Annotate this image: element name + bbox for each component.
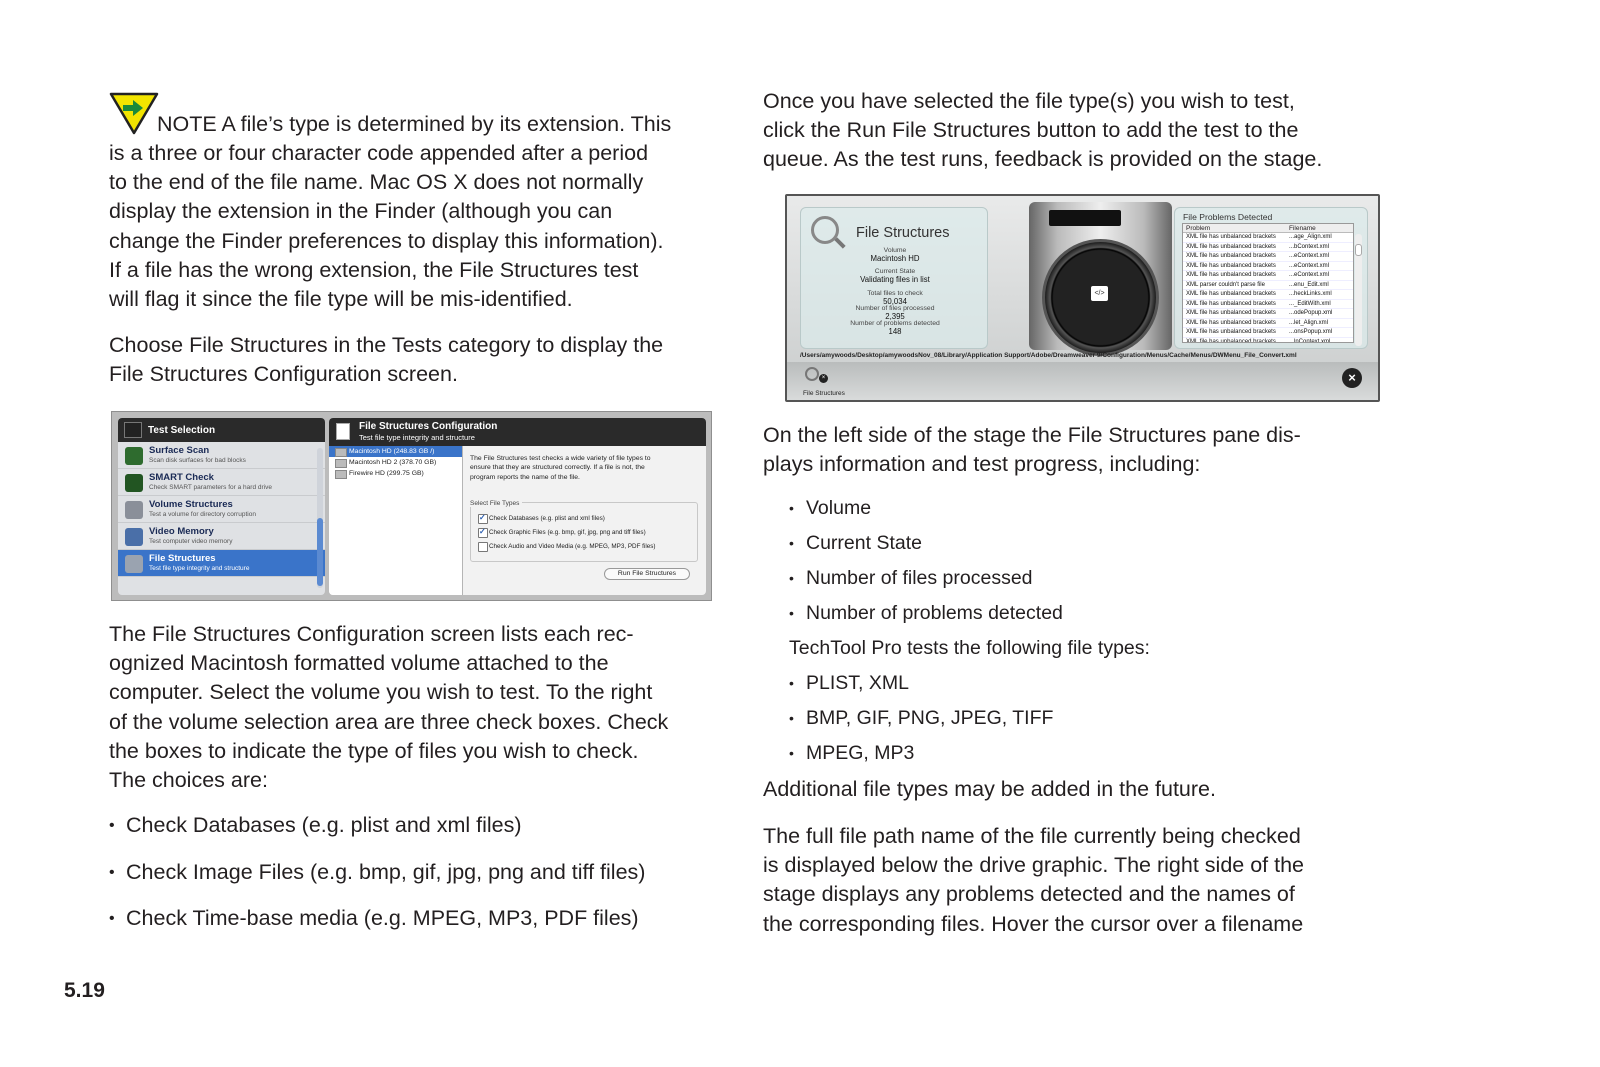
table-row[interactable] <box>1183 281 1353 291</box>
problem-cell: XML file has unbalanced brackets <box>1186 310 1276 316</box>
pulse-icon <box>124 422 142 438</box>
file-problems-pane <box>1174 207 1368 349</box>
config-title: File Structures Configuration <box>359 421 498 432</box>
drive-label-icon <box>1049 210 1121 226</box>
text-line: queue. As the test runs, feedback is provided on the stage. <box>763 147 1323 172</box>
test-name: Surface Scan <box>149 445 210 456</box>
hard-drive-graphic <box>1029 202 1172 350</box>
text-line: stage displays any problems detected and the names of <box>763 882 1295 907</box>
filename-cell[interactable]: ..._EditWith.xml <box>1289 300 1331 307</box>
text-line: File Structures Configuration screen. <box>109 362 458 387</box>
test-name: Video Memory <box>149 526 214 537</box>
info-bullet: • Number of problems detected <box>789 600 1063 626</box>
pane-title: File Structures <box>856 225 950 241</box>
table-row[interactable] <box>1183 271 1353 281</box>
text-line: On the left side of the stage the File Structures pane dis- <box>763 423 1301 447</box>
check-graphic-files-checkbox[interactable]: Check Graphic Files (e.g. bmp, gif, jpg, png and tiff files) ✓ <box>478 528 646 537</box>
text-line: ognized Macintosh formatted volume attached to the <box>109 651 609 676</box>
volume-list <box>329 446 463 595</box>
problem-cell: XML file has unbalanced brackets <box>1186 272 1276 278</box>
remove-icon[interactable]: × <box>819 374 828 383</box>
paragraph-left-side <box>763 421 1301 479</box>
test-item-file-structures[interactable] <box>118 550 325 577</box>
problem-cell: XML file has unbalanced brackets <box>1186 234 1276 240</box>
table-row[interactable] <box>1183 300 1353 310</box>
choice-bullet: • Check Time-base media (e.g. MPEG, MP3, PDF files) <box>109 904 639 933</box>
test-list-scrollbar[interactable] <box>317 448 323 588</box>
text-line: The full file path name of the file currently being checked <box>763 824 1301 848</box>
filename-cell[interactable]: ...bContext.xml <box>1289 243 1330 250</box>
filename-cell[interactable]: ...enu_Edit.xml <box>1289 281 1329 288</box>
file-structures-stage-screenshot <box>785 194 1380 402</box>
panel-title: Test Selection <box>148 424 216 436</box>
filename-cell[interactable]: ...heckLinks.xml <box>1289 291 1332 297</box>
paragraph-choose <box>109 331 663 389</box>
test-item-volume-structures[interactable] <box>118 496 325 523</box>
problems-value: 148 <box>888 327 902 336</box>
magnifier-icon <box>811 216 839 244</box>
smart-check-icon <box>125 474 143 492</box>
text-line: The File Structures Configuration screen lists each rec- <box>109 622 634 646</box>
note-line: is a three or four character code appended after a period <box>109 141 649 165</box>
text-line: Once you have selected the file type(s) you wish to test, <box>763 89 1295 113</box>
file-structures-pane <box>800 207 988 349</box>
text-line: is displayed below the drive graphic. The right side of the <box>763 853 1304 878</box>
document-icon <box>336 423 350 440</box>
column-header-filename[interactable]: Filename <box>1289 225 1316 232</box>
run-file-structures-button[interactable]: Run File Structures <box>604 568 690 580</box>
table-row[interactable] <box>1183 262 1353 272</box>
filename-cell[interactable]: ...eContext.xml <box>1289 262 1330 269</box>
volume-item[interactable]: Firewire HD (299.75 GB) <box>329 468 462 479</box>
table-row[interactable] <box>1183 309 1353 319</box>
test-desc: Scan disk surfaces for bad blocks <box>149 457 246 464</box>
config-description <box>470 454 700 482</box>
queue-item-label: File Structures <box>803 390 845 397</box>
page-number: 5.19 <box>64 979 105 1002</box>
stage-bottom-bar <box>787 362 1380 402</box>
file-types-label: Select File Types <box>470 500 522 507</box>
file-structures-icon <box>125 555 143 573</box>
volume-item[interactable]: Macintosh HD (248.83 GB /) <box>329 446 462 457</box>
desc-line: program reports the name of the file. <box>470 473 580 481</box>
volume-item[interactable]: Macintosh HD 2 (378.70 GB) <box>329 457 462 468</box>
surface-scan-icon <box>125 447 143 465</box>
paragraph-config-screen <box>109 620 668 795</box>
problem-cell: XML file has unbalanced brackets <box>1186 291 1276 297</box>
note-line: to the end of the file name. Mac OS X does not normally <box>109 170 644 195</box>
choice-bullet: • Check Image Files (e.g. bmp, gif, jpg, png and tiff files) <box>109 858 645 887</box>
table-row[interactable] <box>1183 338 1353 344</box>
config-panel <box>329 418 706 595</box>
desc-line: ensure that they are structured correctly. If a file is not, the <box>470 464 645 472</box>
state-value: Validating files in list <box>860 275 930 284</box>
video-memory-icon <box>125 528 143 546</box>
problem-cell: XML file has unbalanced brackets <box>1186 243 1276 250</box>
problem-cell: XML file has unbalanced brackets <box>1186 253 1276 259</box>
problem-cell: XML file has unbalanced brackets <box>1186 338 1276 343</box>
file-types-subhead: TechTool Pro tests the following file types: <box>789 637 1150 659</box>
total-label: Total files to check <box>867 290 923 297</box>
test-name: SMART Check <box>149 472 214 483</box>
table-row[interactable] <box>1183 319 1353 329</box>
check-audio-video-checkbox[interactable]: Check Audio and Video Media (e.g. MPEG, MP3, PDF files) <box>478 542 655 551</box>
problems-label: Number of problems detected <box>850 320 940 327</box>
problem-cell: XML file has unbalanced brackets <box>1186 319 1276 326</box>
choice-bullet: • Check Databases (e.g. plist and xml files) <box>109 811 522 840</box>
processed-label: Number of files processed <box>855 305 935 312</box>
problem-cell: XML file has unbalanced brackets <box>1186 329 1276 335</box>
text-line: the boxes to indicate the type of files you wish to check. <box>109 738 639 763</box>
problems-table <box>1182 223 1354 343</box>
note-line: display the extension in the Finder (although you can <box>109 199 613 224</box>
problems-title: File Problems Detected <box>1183 212 1273 222</box>
close-icon[interactable]: × <box>1342 368 1362 388</box>
filename-cell[interactable]: ...let_Align.xml <box>1289 319 1329 326</box>
problems-rows <box>1183 233 1353 343</box>
note-body <box>109 139 664 314</box>
filename-cell[interactable]: ...onsPopup.xml <box>1289 329 1333 335</box>
file-structures-config-screenshot <box>111 411 712 601</box>
check-databases-checkbox[interactable]: Check Databases (e.g. plist and xml files) ✓ <box>478 514 605 523</box>
note-paragraph <box>157 110 671 139</box>
test-item-video-memory[interactable] <box>118 523 325 550</box>
xml-file-icon: </> <box>1091 286 1108 301</box>
problem-cell: XML parser couldn't parse file <box>1186 281 1265 288</box>
note-line: If a file has the wrong extension, the File Structures test <box>109 257 639 282</box>
magnifier-icon[interactable] <box>805 367 819 381</box>
test-name: File Structures <box>149 553 216 564</box>
paragraph-run <box>763 87 1322 175</box>
note-line: change the Finder preferences to display this information). <box>109 228 664 253</box>
magnifier-icon <box>125 501 143 519</box>
test-desc: Test a volume for directory corruption <box>149 511 256 518</box>
test-selection-header <box>118 418 325 442</box>
text-line: the corresponding files. Hover the cursor over a filename <box>763 911 1304 936</box>
text-line: click the Run File Structures button to add the test to the <box>763 118 1299 143</box>
text-line: plays information and test progress, including: <box>763 452 1201 477</box>
test-desc: Test computer video memory <box>149 538 233 545</box>
test-selection-panel <box>118 418 325 595</box>
total-value: 50,034 <box>883 297 907 306</box>
paragraph-future: Additional file types may be added in the future. <box>763 777 1216 801</box>
state-label: Current State <box>874 268 916 275</box>
note-arrow-icon <box>109 91 159 135</box>
text-line: Choose File Structures in the Tests category to display the <box>109 333 664 357</box>
info-bullet: • Current State <box>789 530 922 556</box>
test-desc: Check SMART parameters for a hard drive <box>149 484 272 491</box>
paragraph-file-path <box>763 822 1304 939</box>
volume-label: Volume <box>883 247 907 254</box>
test-item-smart-check[interactable] <box>118 469 325 496</box>
problems-scrollbar[interactable] <box>1355 234 1362 346</box>
test-name: Volume Structures <box>149 499 233 510</box>
test-desc: Test file type integrity and structure <box>149 565 250 572</box>
table-row[interactable] <box>1183 233 1353 243</box>
problem-cell: XML file has unbalanced brackets <box>1186 300 1276 307</box>
filetype-bullet: • BMP, GIF, PNG, JPEG, TIFF <box>789 705 1053 731</box>
note-line: A file’s type is determined by its extension. This <box>221 112 672 136</box>
filename-cell[interactable]: ...age_Align.xml <box>1289 234 1332 240</box>
problem-cell: XML file has unbalanced brackets <box>1186 262 1276 269</box>
info-bullet: • Volume <box>789 495 871 521</box>
table-row[interactable] <box>1183 243 1353 253</box>
note-label: NOTE <box>157 112 217 136</box>
current-file-path: /Users/amywoods/Desktop/amywoodsNov_08/Library/Application Support/Adobe/Dreamweaver 9/Configuration/Menus/Cache/Menus/DWMenu_File_Convert.xml <box>800 352 1297 359</box>
info-bullet: • Number of files processed <box>789 565 1033 591</box>
config-subtitle: Test file type integrity and structure <box>359 433 475 442</box>
volume-value: Macintosh HD <box>870 254 920 263</box>
processed-value: 2,395 <box>885 312 905 321</box>
table-row[interactable] <box>1183 252 1353 262</box>
text-line: computer. Select the volume you wish to test. To the right <box>109 680 653 705</box>
filename-cell[interactable]: ...lnContext.xml <box>1289 338 1331 343</box>
table-header <box>1183 224 1353 233</box>
scroll-thumb[interactable] <box>317 518 323 586</box>
text-line: The choices are: <box>109 768 268 793</box>
scroll-thumb[interactable] <box>1355 244 1362 256</box>
test-item-surface-scan[interactable] <box>118 442 325 469</box>
filename-cell[interactable]: ...eContext.xml <box>1289 272 1330 278</box>
filetype-bullet: • PLIST, XML <box>789 670 909 696</box>
table-row[interactable] <box>1183 328 1353 338</box>
config-header <box>329 418 706 446</box>
text-line: of the volume selection area are three check boxes. Check <box>109 709 669 734</box>
column-header-problem[interactable]: Problem <box>1186 225 1211 232</box>
filename-cell[interactable]: ...odePopup.xml <box>1289 310 1333 316</box>
note-line: will flag it since the file type will be mis-identified. <box>109 287 573 312</box>
filetype-bullet: • MPEG, MP3 <box>789 740 914 766</box>
filename-cell[interactable]: ...eContext.xml <box>1289 253 1330 259</box>
table-row[interactable] <box>1183 290 1353 300</box>
desc-line: The File Structures test checks a wide variety of file types to <box>470 455 651 462</box>
